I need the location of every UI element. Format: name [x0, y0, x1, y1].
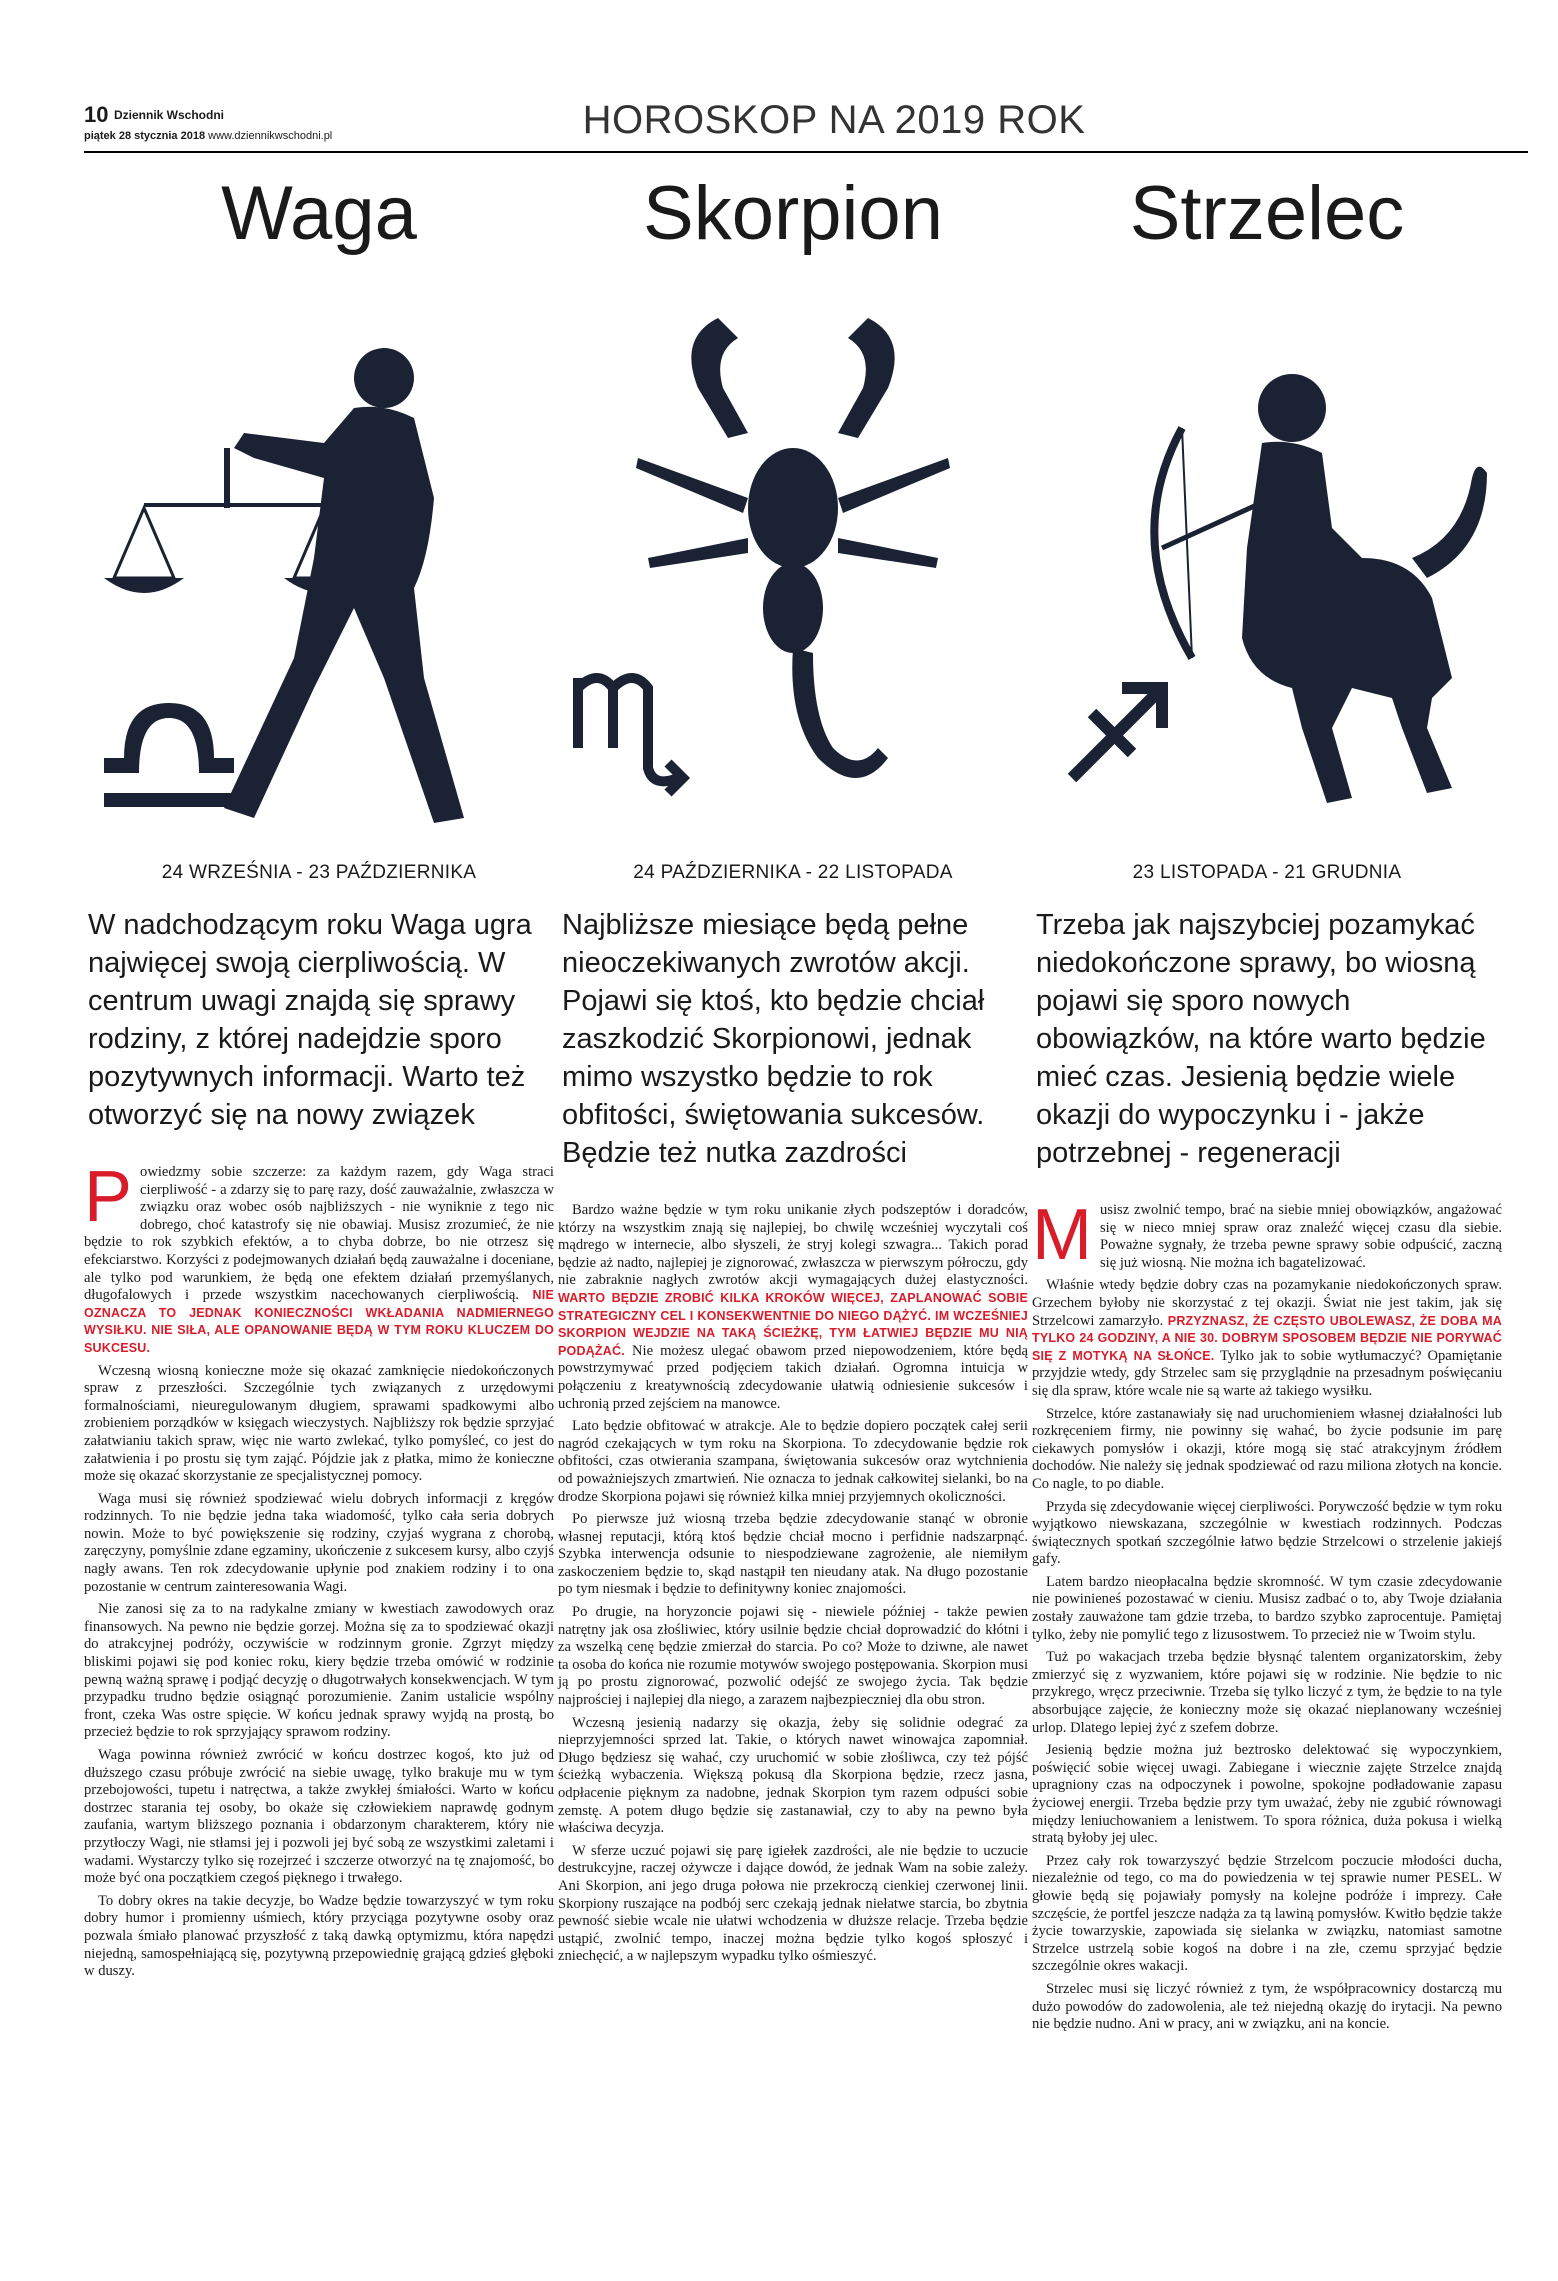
highlight-text: WARTO BĘDZIE ZROBIĆ KILKA KROKÓW WIĘCEJ, ZAPLANOWAĆ SOBIE STRATEGICZNY CEL I KONSEKWENTNIE DO NIEGO DĄŻYĆ. IM WCZEŚNIEJ SKORPION WEJDZIE NA TAKĄ ŚCIEŻKĘ, TYM ŁATWIEJ BĘDZIE MU NIĄ PODĄŻAĆ. [558, 1290, 1028, 1358]
issue-date: piątek 28 stycznia 2018 [84, 130, 206, 142]
column-waga [84, 160, 554, 1986]
skorpion-figure [558, 258, 1028, 858]
lead-paragraph: W nadchodzącym roku Waga ugra najwięcej swoją cierpliwością. W centrum uwagi znajdą się sprawy rodziny, z której nadejdzie sporo pozytywnych informacji. Warto też otworzyć się na nowy związek [88, 909, 532, 1131]
sign-title: Skorpion [643, 171, 943, 256]
paragraph: Nie zanosi się za to na radykalne zmiany w kwestiach zawodowych oraz finansowych. Na pewno nie będzie gorzej. Można się za to spodziewać okazji do atrakcyjnej podróży, oczywiście w rodzinnym gronie. Zgrzyt między bliskimi pojawi się pod koniec roku, kiery będzie trzeba omówić w rodzinie pewną ważną sprawę i podjąć decyzję o długotrwałych konsekwencjach. W tym przypadku trudno będzie osiągnąć porozumienie. Zanim ustalicie wspólny front, czeka Was ostre spięcie. W końcu jednak sprawy wyjdą na prostą, bo przecież będzie to rok sprzyjający sprawom rodziny. [84, 1601, 554, 1741]
lead-paragraph: Najbliższe miesiące będą pełne nieoczekiwanych zwrotów akcji. Pojawi się ktoś, kto będzie chciał zaszkodzić Skorpionowi, jednak mimo wszystko będzie to rok obfitości, świętowania sukcesów. Będzie też nutka zazdrości [562, 909, 985, 1169]
paragraph [558, 1202, 1028, 1413]
paragraph-text: Właśnie wtedy będzie dobry czas na pozamykanie niedokończonych spraw. Grzechem byłoby nie skorzystać z tej okazji. Świat nie jest takim, jak się Strzelcowi zamarzyło. [1032, 1277, 1502, 1329]
paragraph: Po drugie, na horyzoncie pojawi się - niewiele później - także pewien natrętny jak osa złośliwiec, który usilnie będzie chciał doprowadzić do kłótni i za wszelką cenę będzie zmierzał do starcia. Po co? Może to dziwne, ale nawet ta osoba do końca nie rozumie motywów swojego postępowania. Skorpion musi ją po prostu zignorować, pozwolić odejść ze swojego życia. Tak będzie najprościej i najlepiej dla niego, a zarazem najbezpieczniej dla obu stron. [558, 1604, 1028, 1709]
paragraph-text: usisz zwolnić tempo, brać na siebie mniej obowiązków, angażować się w nieco mniej spraw oraz znaleźć więcej czasu dla siebie. Poważne sygnały, że trzeba pewne sprawy sobie odpuścić, zaczną się już wiosną. Nie można ich bagatelizować. [1099, 1202, 1502, 1271]
paragraph [1032, 1195, 1502, 1275]
dateline [84, 130, 332, 142]
paragraph: Strzelce, które zastanawiały się nad uruchomieniem własnej działalności lub rozkręceniem firmy, nie powinny się wahać, bo życie podsunie im parę ciekawych pomysłów i okazji, które mogą się stać atrakcyjnym źródłem dochodów. Nie należy się jednak spodziewać od razu miliona złotych na koncie. Co nagle, to po diable. [1032, 1405, 1502, 1492]
page-number: 10 [84, 102, 109, 127]
paragraph: To dobry okres na takie decyzje, bo Wadze będzie towarzyszyć w tym roku dobry humor i promienny uśmiech, który przyciąga pozytywne osoby oraz pozwala śmiało planować przyszłość z taką dawką optymizmu, która napędzi niejedną, samospełniającą się, pozytywną przepowiednię grającą gdzieś głęboki w duszy. [84, 1892, 554, 1980]
paper-name: Dziennik Wschodni [114, 108, 225, 122]
paragraph: Przyda się zdecydowanie więcej cierpliwości. Porywczość będzie w tym roku wyjątkowo niewskazana, szczególnie w kwestiach rodzinnych. Podczas świątecznych spotkań szczególnie łatwo będzie Strzelcowi o strzelenie jakiejś gafy. [1032, 1498, 1502, 1568]
site-url[interactable]: www.dziennikwschodni.pl [208, 130, 333, 142]
paragraph: Latem bardzo nieopłacalna będzie skromność. W tym czasie zdecydowanie nie powinieneś pozostawać w cieniu. Musisz zadbać o to, aby Twoje działania zostały zauważone tam gdzie trzeba, to bardzo szybko zaprocentuje. Pamiętaj tylko, żeby nie pomylić tego z lizusostwem. To przecież nie w Twoim stylu. [1032, 1573, 1502, 1643]
sagittarius-icon [1072, 688, 1162, 778]
sign-dates: 23 LISTOPADA - 21 GRUDNIA [1132, 862, 1402, 883]
column-strzelec [1032, 160, 1502, 2039]
section-title: HOROSKOP NA 2019 ROK [582, 98, 1086, 142]
drop-cap: M [1032, 1195, 1092, 1275]
paragraph-text: Tylko jak to sobie wytłumaczyć? Opamiętanie przyjdzie wtedy, gdy Strzelec sam się przyglądnie na przesadnym poświęcaniu się dla spraw, które wcale nie są warte aż takiego wysiłku. [1032, 1347, 1503, 1399]
paragraph: Waga powinna również zwrócić w końcu dostrzec kogoś, kto już od dłuższego czasu próbuje zwrócić na siebie uwagę, tylko brakuje mu w tym przebojowości, tupetu i natręctwa, a także zwykłej śmiałości. Warto w końcu dostrzec starania tej osoby, bo okaże się człowiekiem naprawdę godnym zaufania, wartym bliższego poznania i obdarzonym charakterem, który nie przytłoczy Wagi, nie stłamsi jej i pozwoli jej być sobą ze wszystkimi zaletami i wadami. Wystarczy tylko się rozejrzeć i szczerze otworzyć na tę znajomość, bo może być ona początkiem czegoś pięknego i trwałego. [84, 1747, 554, 1887]
libra-icon [104, 703, 234, 807]
skorpion-illustration [558, 258, 1028, 858]
paragraph: Wczesną wiosną konieczne może się okazać zamknięcie niedokończonych spraw z przeszłości. Szczególnie tych związanych z urzędowymi formalnościami, nieuregulowanym długiem, sprawami spadkowymi albo zrobieniem porządków w księgach wieczystych. Najbliższy rok będzie sprzyjać załatwianiu takich spraw, więc nie warto zwlekać, tylko pomyśleć, co jest do załatwienia i po prostu się tym zająć. Pójdzie jak z płatka, mimo że konieczne może się okazać skorzystanie ze specjalistycznej pomocy. [84, 1362, 554, 1485]
sign-dates: 24 PAŹDZIERNIKA - 22 LISTOPADA [633, 862, 953, 883]
paragraph-text: Bardzo ważne będzie w tym roku unikanie złych podszeptów i doradców, którzy na wszystkim znają się najlepiej, bo chwilę wcześniej wyczytali coś mądrego w internecie, albo słyszeli, że stryj kolegi szwagra... Takich porad będzie aż nadto, najlepiej je zignorować, zwłaszcza w pierwszym półroczu, gdy nie zabraknie nagłych zwrotów akcji wymagających dużej elastyczności. [558, 1202, 1028, 1289]
drop-cap: P [84, 1157, 133, 1237]
sign-title: Strzelec [1129, 171, 1405, 256]
sign-dates: 24 WRZEŚNIA - 23 PAŹDZIERNIKA [161, 862, 477, 883]
paragraph: Jesienią będzie można już beztrosko delektować się wypoczynkiem, poświęcić sobie więcej uwagi. Zabiegane i wiecznie zajęte Strzelce znajdą upragniony czas na odpoczynek i powolne, spokojne podładowanie zapasu życiowej energii. Trzeba będzie przy tym uważać, żeby nie zgubić równowagi między leniuchowaniem a lenistwem. To spora różnica, duża pokusa i wielką stratą byłoby jej ulec. [1032, 1742, 1502, 1847]
highlight-text: PRZYZNASZ, ŻE CZĘSTO UBOLEWASZ, ŻE DOBA MA TYLKO 24 GODZINY, A NIE 30. DOBRYM SPOSOBEM BĘDZIE NIE PORYWAĆ SIĘ Z MOTYKĄ NA SŁOŃCE. [1032, 1313, 1502, 1363]
paragraph-text: Nie możesz ulegać obawom przed niepowodzeniem, które będą powstrzymywać przed podjęciem takich działań. Ogromna intuicja w połączeniu z kreatywnością zdecydowanie ułatwią odniesienie sukcesów i uchronią przed zejściem na manowce. [558, 1342, 1028, 1412]
highlight-text: NIE OZNACZA TO JEDNAK KONIECZNOŚCI WKŁADANIA NADMIERNEGO WYSIŁKU. NIE SIŁA, ALE OPANOWANIE BĘDĄ W TYM ROKU KLUCZEM DO SUKCESU. [84, 1288, 554, 1355]
strzelec-illustration [1032, 258, 1502, 858]
waga-figure [84, 258, 554, 858]
paragraph [84, 1157, 554, 1358]
waga-illustration [84, 258, 554, 858]
sign-title: Waga [221, 171, 417, 256]
paragraph: W sferze uczuć pojawi się parę igiełek zazdrości, ale nie będzie to uczucie destrukcyjne, raczej ożywcze i dające dowód, że jednak Wam na sobie zależy. Ani Skorpion, ani jego druga połowa nie przekroczą cienkiej czerwonej linii. Skorpiony ruszające na podbój serc czekają jednak niełatwe starcia, bo zbytnia pewność siebie wcale nie ułatwi wchodzenia w dłuższe relacje. Trzeba będzie ustąpić, zwolnić tempo, inaczej można będzie tylko kogoś spłoszyć i zniechęcić, a w najlepszym wypadku tylko ośmieszyć. [558, 1842, 1028, 1965]
paragraph [1032, 1277, 1502, 1400]
paragraph: Lato będzie obfitować w atrakcje. Ale to będzie dopiero początek całej serii nagród czekających w tym roku na Skorpiona. To zdecydowanie będzie rok obfitości, czas otwierania szampana, świętowania sukcesów oraz wytchnienia od poważniejszych zmartwień. Nie oznacza to jednak całkowitej sielanki, bo na drodze Skorpiona pojawi się również kilka mniej przyjemnych okoliczności. [558, 1418, 1028, 1505]
paragraph-text: owiedzmy sobie szczerze: za każdym razem, gdy Waga straci cierpliwość - a zdarzy się to parę razy, dość zauważalnie, zwłaszcza w związku oraz wobec osób najbliższych - nie wyniknie z tego nic dobrego, choć katastrofy się nie obawiaj. Musisz zrozumieć, że nie będzie to rok szybkich efektów, a to chyba dobrze, bo nie otrzesz się efekciarstwo. Korzyści z podejmowanych działań będą zauważalne i doceniane, ale tylko pod warunkiem, że będą one efektem działań przemyślanych, długofalowych i przede wszystkim nacechowanych cierpliwością. [84, 1164, 554, 1304]
strzelec-figure [1032, 258, 1502, 858]
article-body [558, 1202, 1028, 1966]
masthead [84, 98, 1528, 154]
paragraph: Przez cały rok towarzyszyć będzie Strzelcom poczucie młodości ducha, niezależnie od tego, co ma do powiedzenia w tej sprawie numer PESEL. W głowie będą się pojawiały pomysły na kolejne podróże i imprezy. Całe szczęście, że portfel jeszcze nadąża za tą lawiną pomysłów. Kwitło będzie także życie towarzyskie, zapowiada się sielanka w związku, natomiast samotne Strzelce ustrzelą sobie kogoś na dobre i na złe, czemu sprzyjać będzie szczególnie okres wakacji. [1032, 1852, 1502, 1975]
article-body [1032, 1195, 1503, 2034]
scorpio-icon [578, 678, 683, 793]
paragraph: Waga musi się również spodziewać wielu dobrych informacji z kręgów rodzinnych. To nie będzie jedna taka wiadomość, tylko cała seria dobrych nowin. Może to być powiększenie się rodziny, czyjaś wygrana z chorobą, zaręczyny, pomyślnie zdane egzaminy, ukończenie z sukcesem kursy, albo czyjś nagły awans. Ten rok zdecydowanie upłynie pod znakiem rodziny i to ona pozostanie w centrum zainteresowania Wagi. [84, 1490, 554, 1595]
paragraph: Tuż po wakacjach trzeba będzie błysnąć talentem organizatorskim, żeby zmierzyć się z wyzwaniem, które pojawi się w rodzinie. Nie będzie to nic przykrego, wręcz przeciwnie. Trzeba się tylko liczyć z tym, że będzie to na tyle absorbujące zajęcie, że konieczny może się okazać nieplanowany wcześniej urlop. Dlatego lepiej żyć z szefem dobrze. [1032, 1649, 1502, 1736]
column-skorpion [558, 160, 1028, 1971]
article-body [84, 1157, 554, 1981]
paragraph: Wczesną jesienią nadarzy się okazja, żeby się solidnie odegrać za nieprzyjemności sprzed lat. Takie, o których nawet winowajca zapomniał. Długo będziesz się wahać, czy uruchomić w sobie złośliwca, czy też pójść ścieżką wybaczenia. Większą pokusą dla Skorpiona będzie, rzecz jasna, odpłacenie pięknym za nadobne, jednak Skorpion tym razem odpuści sobie zemstę. A potem długo będzie się zastanawiał, czy to aby na pewno była właściwa decyzja. [558, 1714, 1028, 1837]
paragraph: Strzelec musi się liczyć również z tym, że współpracownicy dostarczą mu dużo powodów do zadowolenia, ale też niejedną okazję do irytacji. Na pewno nie będzie nudno. Ani w pracy, ani w związku, ani na koncie. [1032, 1980, 1502, 2033]
lead-paragraph: Trzeba jak najszybciej pozamykać niedokończone sprawy, bo wiosną pojawi się sporo nowych obowiązków, na które warto będzie mieć czas. Jesienią będzie wiele okazji do wypoczynku i - jakże potrzebnej - regeneracji [1036, 909, 1486, 1169]
header-rule [84, 151, 1528, 153]
paragraph: Po pierwsze już wiosną trzeba będzie zdecydowanie stanąć w obronie własnej reputacji, którą ktoś będzie chciał mocno i perfidnie nadszarpnąć. Szybka interwencja odsunie to niespodziewane zagrożenie, ale niemiłym zaskoczeniem będzie to, skąd nastąpił ten nieudany atak. Na długo pozostanie po tym niesmak i będzie to definitywny koniec znajomości. [558, 1511, 1028, 1598]
